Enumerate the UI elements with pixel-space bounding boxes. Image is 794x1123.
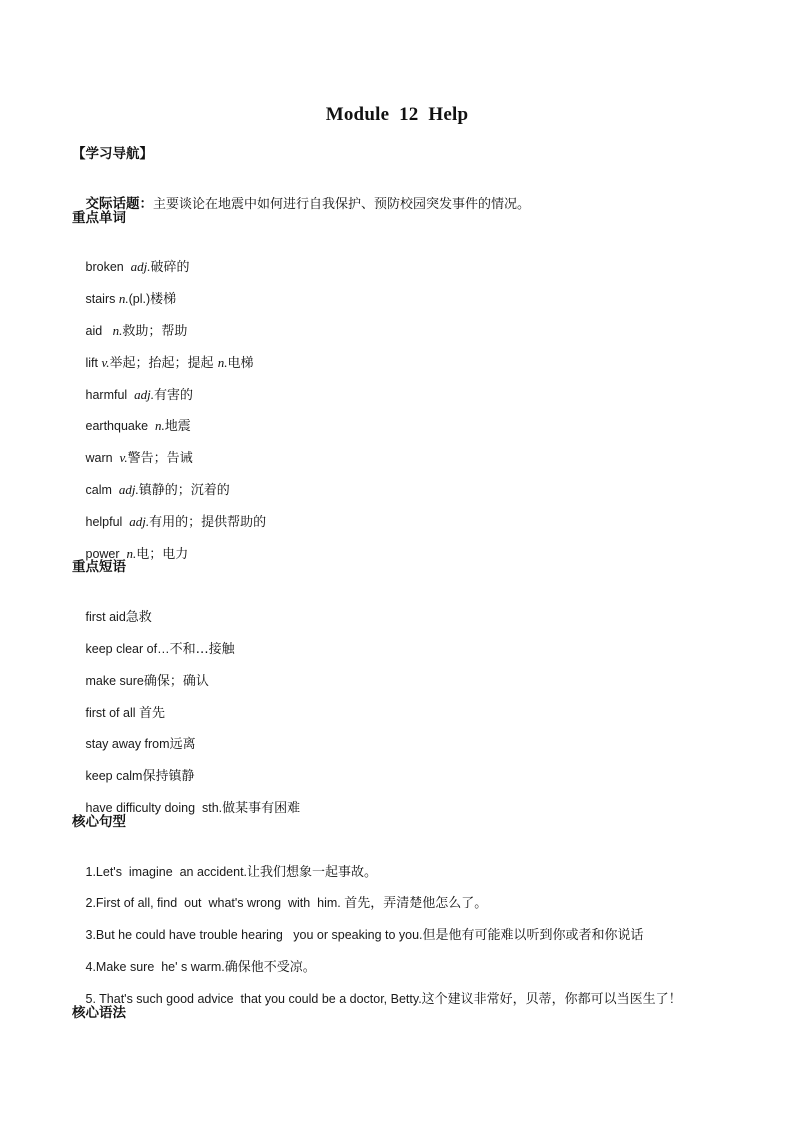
grammar-heading: 核心语法 — [72, 1005, 126, 1021]
sentence-item: 3.But he could have trouble hearing you or speaking to you.但是他有可能难以听到你或者和你说话 — [85, 928, 644, 943]
word-item: warn v.警告；告诫 — [85, 450, 193, 466]
topic-label: 交际话题： — [85, 196, 153, 212]
phrase-item: first aid急救 — [85, 610, 152, 625]
sentence-item: 4.Make sure he' s warm.确保他不受凉。 — [85, 960, 316, 975]
topic-line — [72, 177, 530, 232]
nav-heading: 【学习导航】 — [72, 146, 153, 162]
word-item: power n.电；电力 — [85, 546, 189, 562]
phrase-item: stay away from远离 — [85, 737, 196, 752]
page-title: Module 12 Help — [325, 104, 469, 125]
words-heading: 重点单词 — [72, 210, 126, 226]
phrase-item: keep calm保持镇静 — [85, 769, 195, 784]
sentence-item: 5. That's such good advice that you could be a doctor, Betty.这个建议非常好，贝蒂，你都可以当医生了！ — [85, 992, 682, 1007]
word-item: aid n.救助；帮助 — [85, 323, 188, 339]
word-item: stairs n.(pl.)楼梯 — [85, 291, 177, 307]
word-item: broken adj.破碎的 — [85, 259, 190, 275]
word-item: harmful adj.有害的 — [85, 387, 194, 403]
sentence-item: 2.First of all, find out what's wrong with him. 首先，弄清楚他怎么了。 — [85, 896, 488, 911]
phrases-heading: 重点短语 — [72, 559, 126, 575]
word-item: earthquake n.地震 — [85, 418, 191, 434]
phrase-item: first of all 首先 — [85, 706, 166, 721]
word-item: helpful adj.有用的；提供帮助的 — [85, 514, 267, 530]
phrase-item: have difficulty doing sth.做某事有困难 — [85, 801, 301, 816]
word-item: calm adj.镇静的；沉着的 — [85, 482, 230, 498]
sentences-heading: 核心句型 — [72, 814, 126, 830]
phrase-item: keep clear of…不和…接触 — [85, 642, 235, 657]
sentence-item: 1.Let's imagine an accident.让我们想象一起事故。 — [85, 865, 378, 880]
phrase-item: make sure确保；确认 — [85, 674, 209, 689]
word-item: lift v.举起；抬起；提起 n.电梯 — [85, 355, 254, 371]
topic-text: 主要谈论在地震中如何进行自我保护、预防校园突发事件的情况。 — [153, 197, 531, 212]
